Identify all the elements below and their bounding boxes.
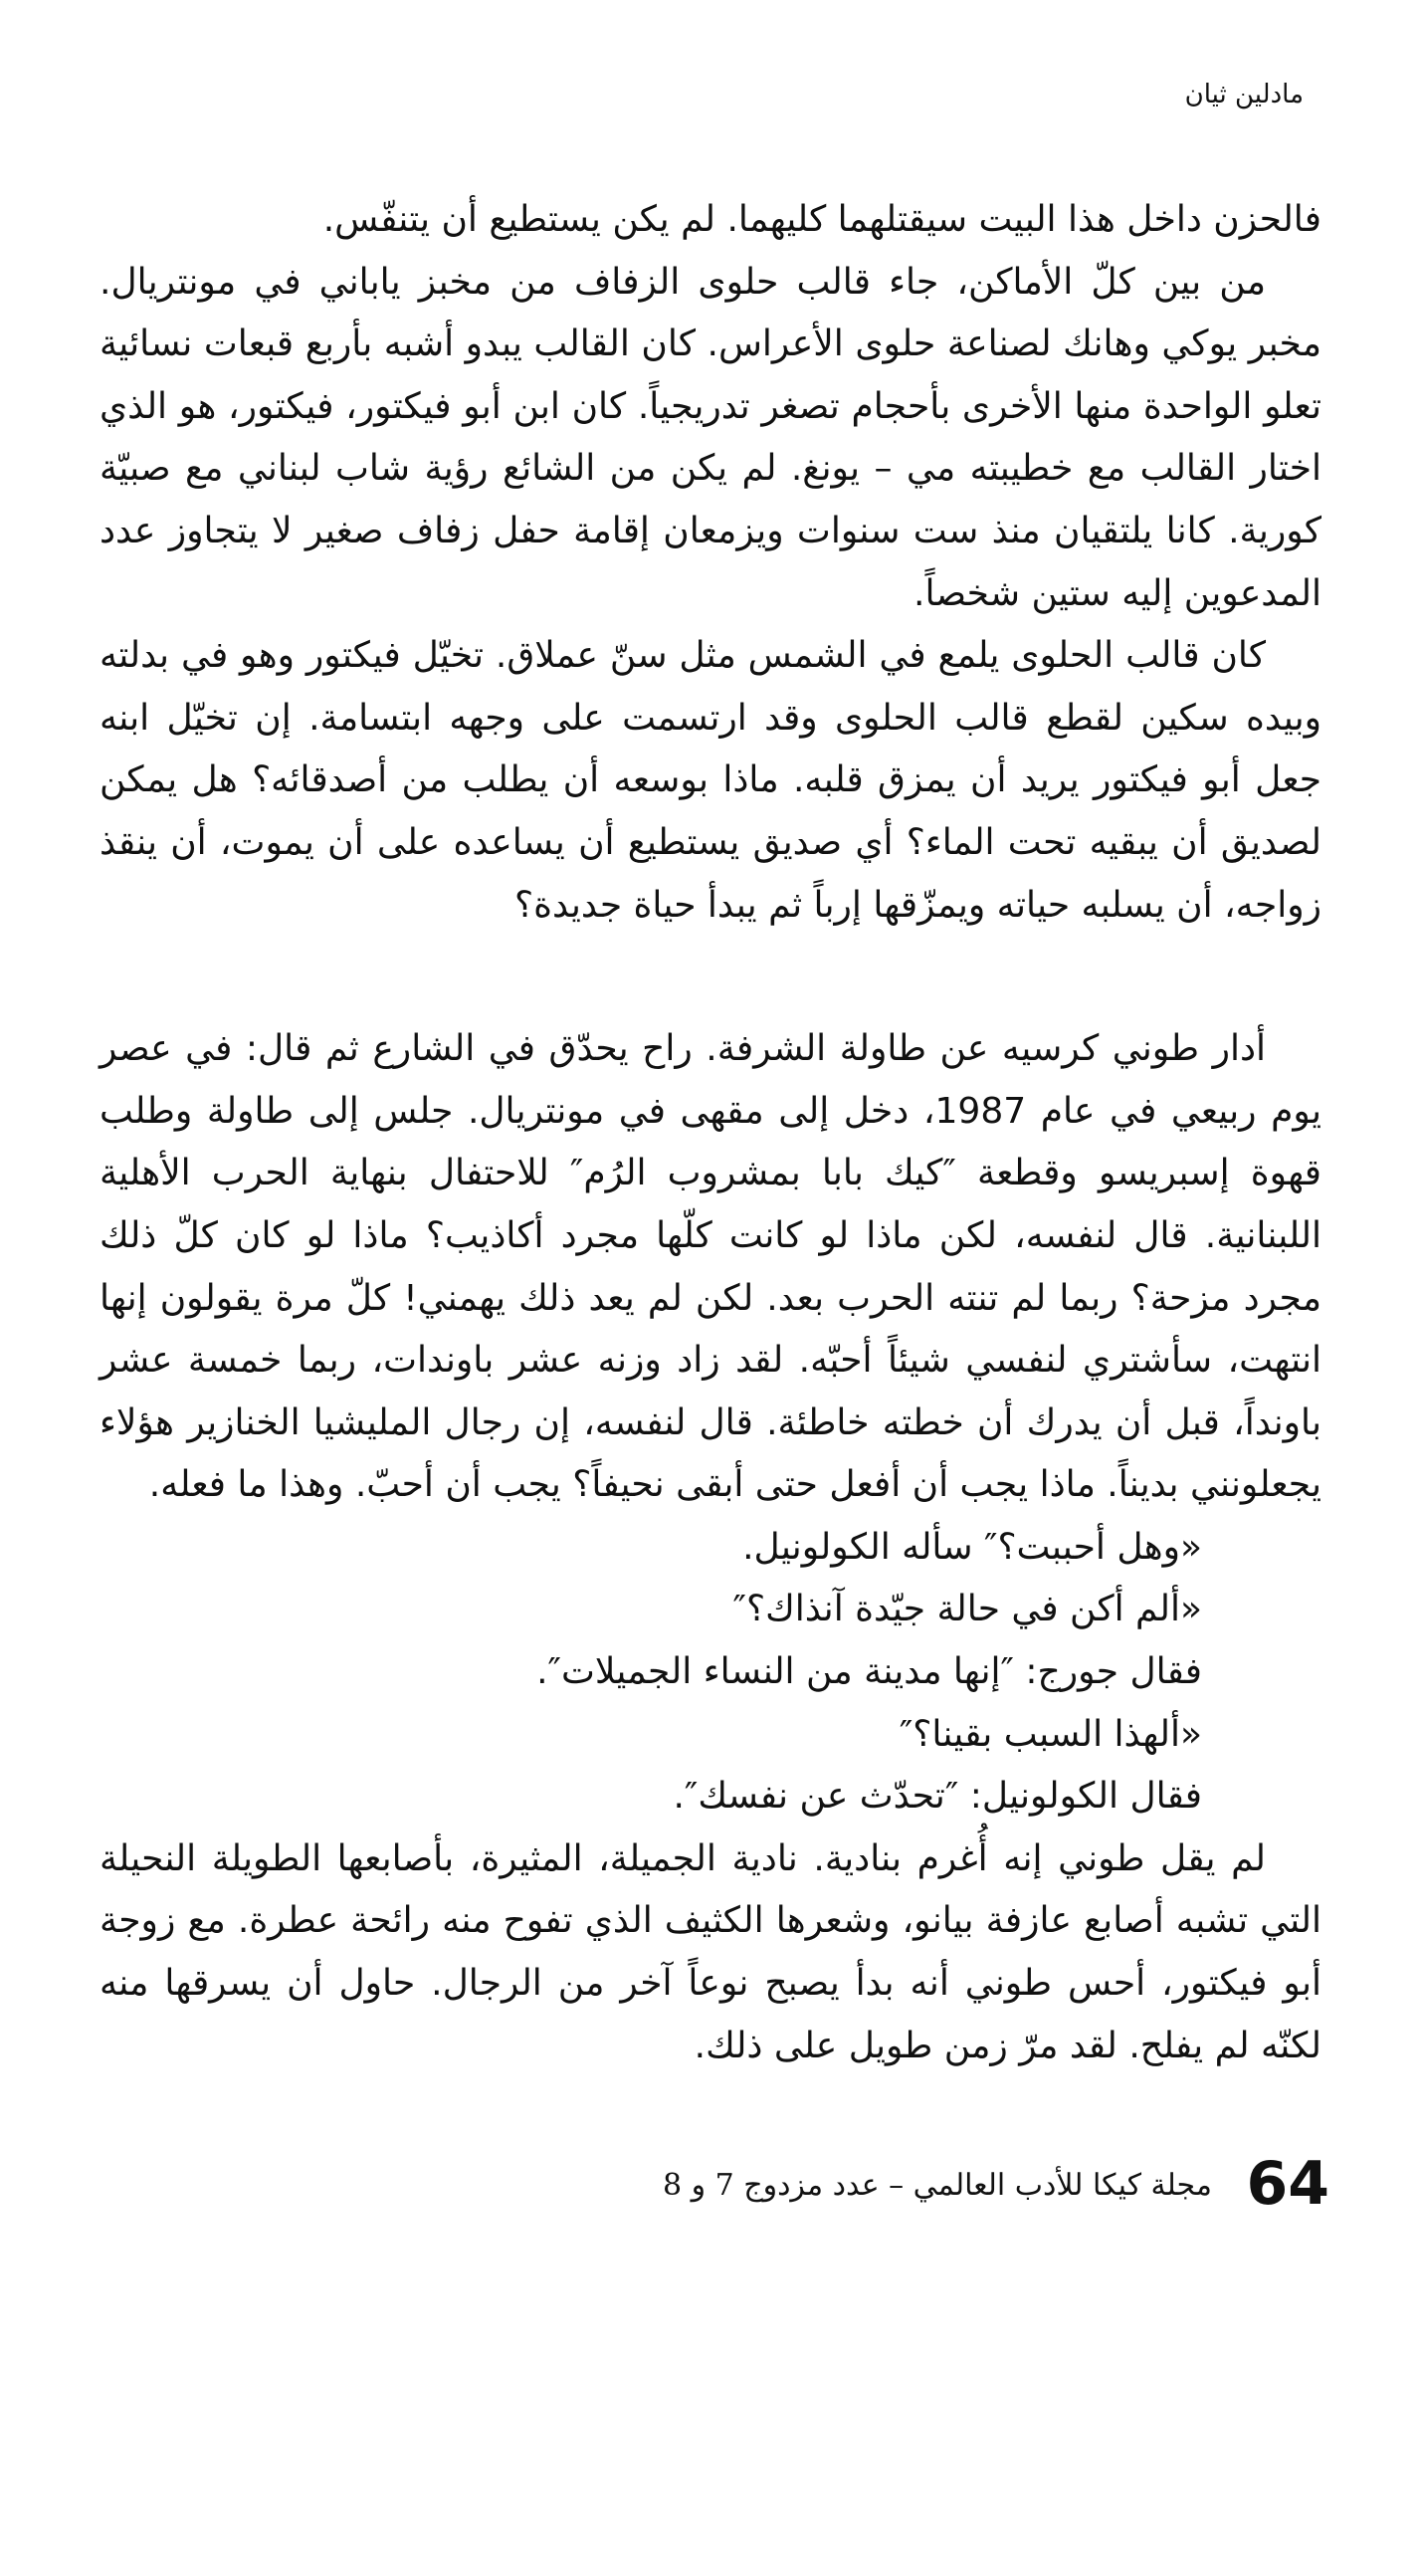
paragraph: أدار طوني كرسيه عن طاولة الشرفة. راح يحدّق في الشارع ثم قال: في عصر يوم ربيعي في عام 1987، دخل إلى مقهى في مونتريال. جلس إلى طاولة وطلب قهوة إسبريسو وقطعة ″كيك بابا بمشروب الرُم″ للاحتفال بنهاية الحرب الأهلية اللبنانية. قال لنفسه، لكن ماذا لو كانت كلّها مجرد أكاذيب؟ ماذا لو كان كلّ ذلك مجرد مزحة؟ ربما لم تنته الحرب بعد. لكن لم يعد ذلك يهمني! كلّ مرة يقولون إنها انتهت، سأشتري لنفسي شيئاً أحبّه. لقد زاد وزنه عشر باوندات، ربما خمسة عشر باونداً، قبل أن يدرك أن خطته خاطئة. قال لنفسه، إن رجال المليشيا الخنازير هؤلاء يجعلونني بديناً. ماذا يجب أن أفعل حتى أبقى نحيفاً؟ يجب أن أحبّ. وهذا ما فعله. [100, 1028, 1321, 1506]
dialogue-line: فقال جورج: ″إنها مدينة من النساء الجميلات″. [536, 1651, 1202, 1693]
article-body [100, 189, 1321, 2077]
paragraph: لم يقل طوني إنه أُغرم بنادية. نادية الجميلة، المثيرة، بأصابعها الطويلة النحيلة التي تشبه أصابع عازفة بيانو، وشعرها الكثيف الذي تفوح منه رائحة عطرة. مع زوجة أبو فيكتور، أحس طوني أنه بدأ يصبح نوعاً آخر من الرجال. حاول أن يسرقها منه لكنّه لم يفلح. لقد مرّ زمن طويل على ذلك. [100, 1837, 1321, 2066]
dialogue-line: «وهل أحببت؟″ سأله الكولونيل. [742, 1526, 1202, 1568]
paragraph: فالحزن داخل هذا البيت سيقتلهما كليهما. لم يكن يستطيع أن يتنفّس. [322, 199, 1321, 240]
dialogue-line: فقال الكولونيل: ″تحدّث عن نفسك″. [673, 1776, 1202, 1818]
paragraph: كان قالب الحلوى يلمع في الشمس مثل سنّ عملاق. تخيّل فيكتور وهو في بدلته وبيده سكين لقطع قالب الحلوى وقد ارتسمت على وجهه ابتسامة. إن تخيّل ابنه جعل أبو فيكتور يريد أن يمزق قلبه. ماذا بوسعه أن يطلب من أصدقائه؟ هل يمكن لصديق أن يبقيه تحت الماء؟ أي صديق يستطيع أن يساعده على أن يموت، أن ينقذ زواجه، أن يسلبه حياته ويمزّقها إرباً ثم يبدأ حياة جديدة؟ [100, 635, 1321, 926]
dialogue-line: «ألم أكن في حالة جيّدة آنذاك؟″ [732, 1589, 1202, 1630]
dialogue-line: «ألهذا السبب بقينا؟″ [899, 1713, 1202, 1755]
running-head-author: مادلين ثيان [1184, 80, 1304, 109]
page-footer [0, 2144, 1421, 2224]
journal-title: مجلة كيكا للأدب العالمي – عدد مزدوج 7 و 8 [662, 2168, 1212, 2203]
paragraph: من بين كلّ الأماكن، جاء قالب حلوى الزفاف من مخبز ياباني في مونتريال. مخبر يوكي وهانك لصناعة حلوى الأعراس. كان القالب يبدو أشبه بأربع قبعات نسائية تعلو الواحدة منها الأخرى بأحجام تصغر تدريجياً. كان ابن أبو فيكتور، فيكتور، هو الذي اختار القالب مع خطيبته مي – يونغ. لم يكن من الشائع رؤية شاب لبناني مع صبيّة كورية. كانا يلتقيان منذ ست سنوات ويزمعان إقامة حفل زفاف صغير لا يتجاوز عدد المدعوين إليه ستين شخصاً. [100, 261, 1321, 614]
page-number: 64 [1246, 2149, 1329, 2219]
